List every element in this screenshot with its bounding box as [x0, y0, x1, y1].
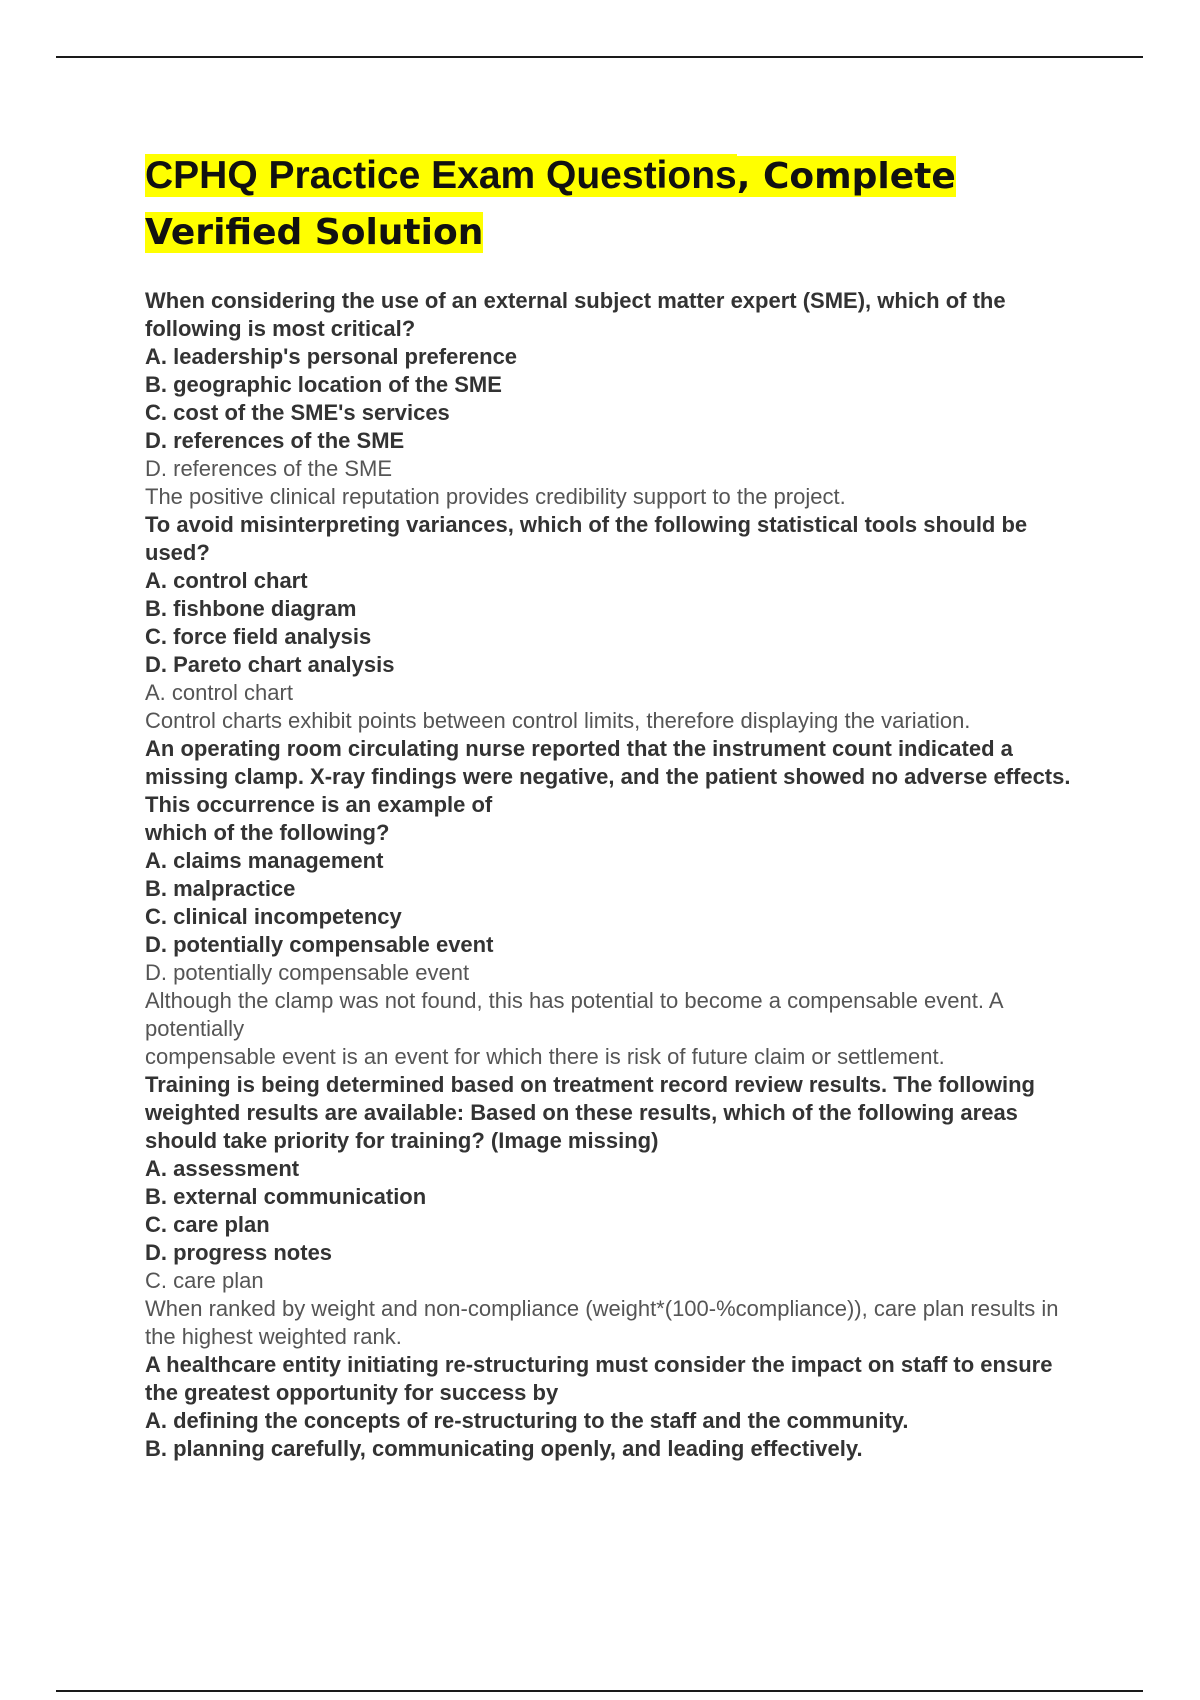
answer-text: D. potentially compensable event	[145, 960, 470, 985]
option-a: A. control chart	[145, 568, 308, 593]
top-rule	[56, 56, 1143, 58]
option-d: D. references of the SME	[145, 428, 405, 453]
document-title	[145, 148, 1085, 260]
document-body	[145, 148, 1085, 1463]
question-block	[145, 1351, 1085, 1463]
explanation-text: Although the clamp was not found, this has potential to become a compensable event. A potentially	[145, 988, 1003, 1041]
explanation-text-continued: compensable event is an event for which there is risk of future claim or settlement.	[145, 1044, 945, 1069]
option-a: A. claims management	[145, 848, 384, 873]
option-a: A. assessment	[145, 1156, 300, 1181]
option-a: A. leadership's personal preference	[145, 344, 518, 369]
option-d: D. Pareto chart analysis	[145, 652, 395, 677]
question-text: An operating room circulating nurse reported that the instrument count indicated a missing clamp. X-ray findings were negative, and the patient showed no adverse effects. This occurrence is an example of	[145, 736, 1071, 817]
option-b: B. malpractice	[145, 876, 296, 901]
question-block	[145, 287, 1085, 511]
option-c: C. clinical incompetency	[145, 904, 402, 929]
answer-text: D. references of the SME	[145, 456, 392, 481]
answer-text: A. control chart	[145, 680, 293, 705]
question-text: A healthcare entity initiating re-structuring must consider the impact on staff to ensure the greatest opportunity for success by	[145, 1352, 1053, 1405]
option-a: A. defining the concepts of re-structuring to the staff and the community.	[145, 1408, 909, 1433]
title-suffix: , Complete Verified Solution	[145, 156, 956, 253]
option-b: B. planning carefully, communicating openly, and leading effectively.	[145, 1436, 863, 1461]
option-d: D. progress notes	[145, 1240, 333, 1265]
question-text: To avoid misinterpreting variances, which of the following statistical tools should be used?	[145, 512, 1028, 565]
question-text-continued: which of the following?	[145, 820, 390, 845]
answer-text: C. care plan	[145, 1268, 264, 1293]
question-block	[145, 1071, 1085, 1351]
question-text: When considering the use of an external subject matter expert (SME), which of the following is most critical?	[145, 288, 1006, 341]
explanation-text: Control charts exhibit points between control limits, therefore displaying the variation.	[145, 708, 971, 733]
title-main: CPHQ Practice Exam Questions	[145, 154, 737, 197]
explanation-text: When ranked by weight and non-compliance (weight*(100-%compliance)), care plan results in the highest weighted rank.	[145, 1296, 1059, 1349]
question-block	[145, 511, 1085, 735]
question-block	[145, 735, 1085, 1071]
option-d: D. potentially compensable event	[145, 932, 494, 957]
option-b: B. fishbone diagram	[145, 596, 357, 621]
option-c: C. cost of the SME's services	[145, 400, 450, 425]
bottom-rule	[56, 1690, 1143, 1692]
question-text: Training is being determined based on treatment record review results. The following weighted results are available: Based on these results, which of the following areas should take priority for training? (Image missing)	[145, 1072, 1035, 1153]
explanation-text: The positive clinical reputation provides credibility support to the project.	[145, 484, 846, 509]
option-b: B. external communication	[145, 1184, 427, 1209]
option-c: C. care plan	[145, 1212, 270, 1237]
option-c: C. force field analysis	[145, 624, 372, 649]
option-b: B. geographic location of the SME	[145, 372, 502, 397]
